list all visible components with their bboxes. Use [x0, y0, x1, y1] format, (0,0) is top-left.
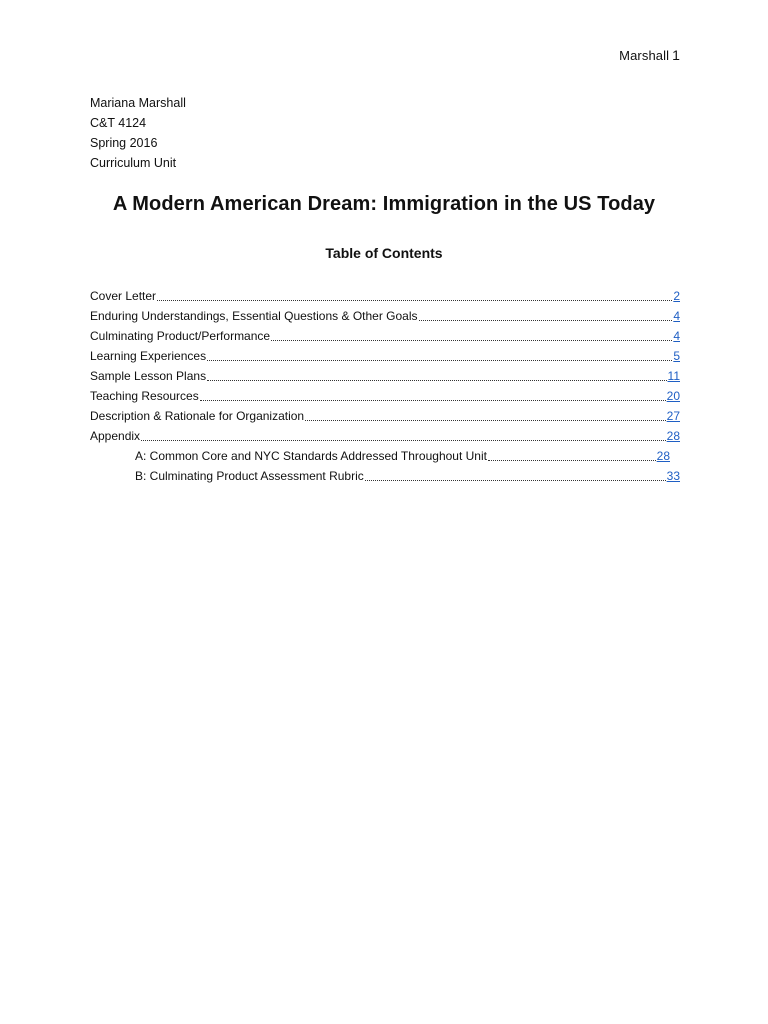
toc-page-link[interactable]: 20	[666, 389, 680, 403]
toc-page-link[interactable]: 5	[673, 349, 680, 363]
running-header	[619, 47, 680, 63]
toc-entry-learning-experiences	[90, 346, 680, 366]
toc-entry-description-rationale	[90, 406, 680, 426]
toc-entry-label: Description & Rationale for Organization	[90, 409, 305, 423]
author-name: Mariana Marshall	[90, 96, 186, 110]
toc-entry-cover-letter	[90, 286, 680, 306]
toc-page-link[interactable]: 11	[667, 369, 680, 383]
toc-entry-enduring-understandings	[90, 306, 680, 326]
author-info-block	[90, 93, 186, 173]
dot-leader	[157, 299, 672, 301]
toc-entry-label: Culminating Product/Performance	[90, 329, 271, 343]
toc-page-link[interactable]: 33	[666, 469, 680, 483]
toc-entry-sample-lesson-plans	[90, 366, 680, 386]
toc-entry-label: Cover Letter	[90, 289, 157, 303]
dot-leader	[207, 359, 672, 361]
header-author: Marshall	[619, 48, 670, 63]
toc-entry-label: Enduring Understandings, Essential Questions & Other Goals	[90, 309, 418, 323]
dot-leader	[365, 479, 666, 481]
toc-entry-label: B: Culminating Product Assessment Rubric	[135, 469, 364, 483]
dot-leader	[271, 339, 672, 341]
toc-subentry-appendix-b	[90, 466, 680, 486]
dot-leader	[141, 439, 666, 441]
toc-page-link[interactable]: 28	[666, 429, 680, 443]
document-type: Curriculum Unit	[90, 156, 177, 170]
toc-entry-label: Sample Lesson Plans	[90, 369, 207, 383]
header-page-number: 1	[672, 47, 680, 63]
toc-page-link[interactable]: 27	[666, 409, 680, 423]
dot-leader	[419, 319, 673, 321]
toc-entry-teaching-resources	[90, 386, 680, 406]
toc-entry-label: Learning Experiences	[90, 349, 207, 363]
dot-leader	[488, 459, 656, 461]
term: Spring 2016	[90, 136, 158, 150]
toc-subentry-appendix-a	[90, 446, 680, 466]
toc-page-link[interactable]: 4	[673, 329, 680, 343]
toc-entry-label: Teaching Resources	[90, 389, 199, 403]
document-title: A Modern American Dream: Immigration in the US Today	[112, 193, 656, 215]
toc-heading: Table of Contents	[325, 245, 443, 261]
toc-page-link[interactable]: 4	[673, 309, 680, 323]
table-of-contents	[90, 286, 680, 486]
dot-leader	[207, 379, 666, 381]
course-code: C&T 4124	[90, 116, 147, 130]
dot-leader	[200, 399, 666, 401]
toc-entry-label: A: Common Core and NYC Standards Addressed Throughout Unit	[135, 449, 487, 463]
dot-leader	[305, 419, 666, 421]
toc-page-link[interactable]: 2	[673, 289, 680, 303]
toc-entry-appendix	[90, 426, 680, 446]
toc-page-link[interactable]: 28	[656, 449, 670, 463]
toc-entry-culminating-product	[90, 326, 680, 346]
toc-entry-label: Appendix	[90, 429, 141, 443]
